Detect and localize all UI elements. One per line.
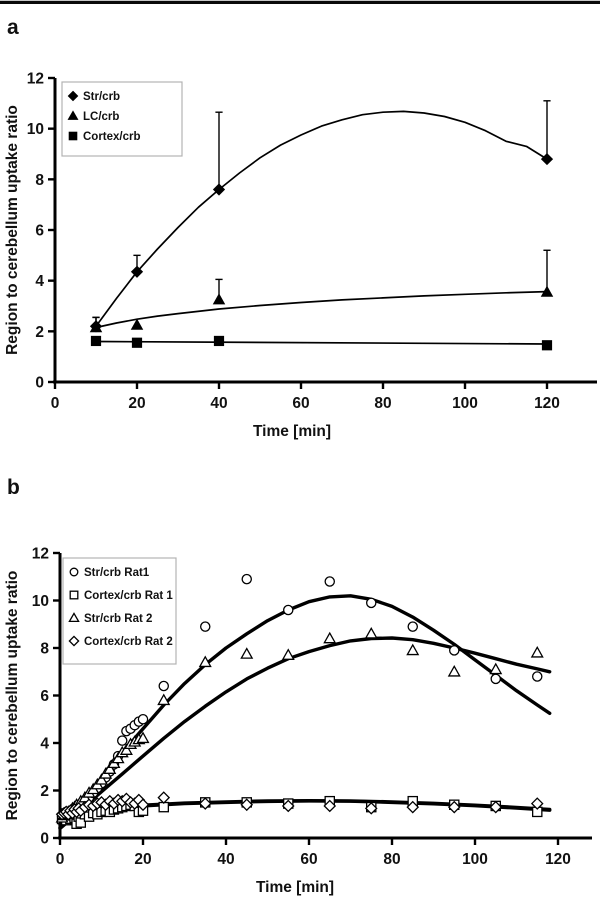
legend-marker-circle (70, 568, 78, 576)
legend-label: Str/crb Rat 2 (84, 613, 153, 625)
x-tick-label: 100 (462, 851, 488, 868)
x-tick-label: 20 (128, 395, 146, 412)
y-tick-label: 12 (26, 70, 44, 88)
data-point-diamond (542, 154, 553, 165)
y-tick-label: 4 (40, 735, 49, 753)
x-tick-label: 40 (217, 851, 235, 868)
panel-a-label: a (7, 16, 19, 39)
legend (62, 82, 182, 156)
data-point-triangle (366, 628, 377, 638)
data-point-square (542, 341, 551, 350)
legend-label: LC/crb (83, 111, 120, 123)
panel-b-chart (0, 460, 600, 919)
legend-label: Cortex/crb Rat 2 (84, 636, 173, 648)
y-tick-label: 12 (31, 545, 49, 563)
data-point-circle (450, 646, 459, 655)
data-point-square (132, 338, 141, 347)
data-point-triangle (449, 666, 460, 676)
data-point-circle (325, 577, 334, 586)
data-point-circle (159, 681, 168, 690)
x-tick-label: 60 (300, 851, 318, 868)
legend-marker-square (69, 132, 77, 140)
x-tick-label: 80 (374, 395, 392, 412)
x-tick-label: 0 (55, 851, 65, 868)
y-tick-label: 10 (31, 593, 49, 610)
x-tick-label: 40 (210, 395, 228, 412)
data-point-circle (284, 605, 293, 614)
data-point-circle (138, 715, 147, 724)
y-tick-label: 0 (40, 830, 49, 848)
x-tick-label: 0 (50, 395, 60, 412)
data-point-triangle (214, 294, 225, 304)
y-axis-title: Region to cerebellum uptake ratio (4, 105, 21, 355)
data-point-circle (491, 674, 500, 683)
x-tick-label: 80 (383, 851, 401, 868)
fit-curve-triangle (96, 292, 547, 328)
x-tick-label: 120 (545, 851, 571, 868)
data-point-triangle (283, 650, 294, 660)
data-point-circle (533, 672, 542, 681)
series-triangle (91, 250, 553, 331)
data-point-square (214, 336, 223, 345)
y-tick-label: 6 (40, 688, 49, 705)
x-axis-title: Time [min] (252, 423, 332, 440)
y-tick-label: 0 (35, 374, 44, 392)
legend-label: Str/crb (83, 91, 121, 103)
data-point-triangle (407, 645, 418, 655)
data-point-triangle (241, 649, 252, 659)
data-point-circle (408, 622, 417, 631)
data-point-triangle (490, 664, 501, 674)
data-point-diamond (158, 792, 169, 803)
y-axis-title: Region to cerebellum uptake ratio (4, 570, 21, 821)
data-point-circle (201, 622, 210, 631)
data-point-square (91, 336, 100, 345)
y-tick-label: 10 (26, 121, 44, 139)
legend (63, 558, 176, 664)
x-tick-label: 100 (452, 395, 478, 412)
x-axis-title: Time [min] (255, 879, 335, 896)
data-point-triangle (132, 320, 143, 330)
fit-curve-square (96, 342, 547, 345)
x-tick-label: 20 (134, 851, 152, 868)
data-point-circle (367, 598, 376, 607)
y-tick-label: 4 (35, 273, 44, 291)
legend-label: Cortex/crb Rat 1 (84, 590, 173, 602)
y-tick-label: 8 (40, 640, 49, 658)
data-point-circle (242, 575, 251, 584)
y-tick-label: 2 (35, 323, 44, 341)
x-tick-label: 60 (292, 395, 310, 412)
y-tick-label: 8 (35, 171, 44, 189)
legend-label: Cortex/crb (83, 131, 141, 143)
y-tick-label: 2 (40, 783, 49, 800)
data-point-triangle (532, 647, 543, 657)
legend-marker-square (70, 591, 78, 599)
panel-b-label: b (7, 476, 20, 499)
legend-box (62, 82, 182, 156)
x-tick-label: 120 (534, 395, 560, 412)
legend-label: Str/crb Rat1 (84, 567, 150, 579)
data-point-circle (118, 736, 127, 745)
data-point-triangle (324, 633, 335, 643)
y-tick-label: 6 (35, 222, 44, 240)
